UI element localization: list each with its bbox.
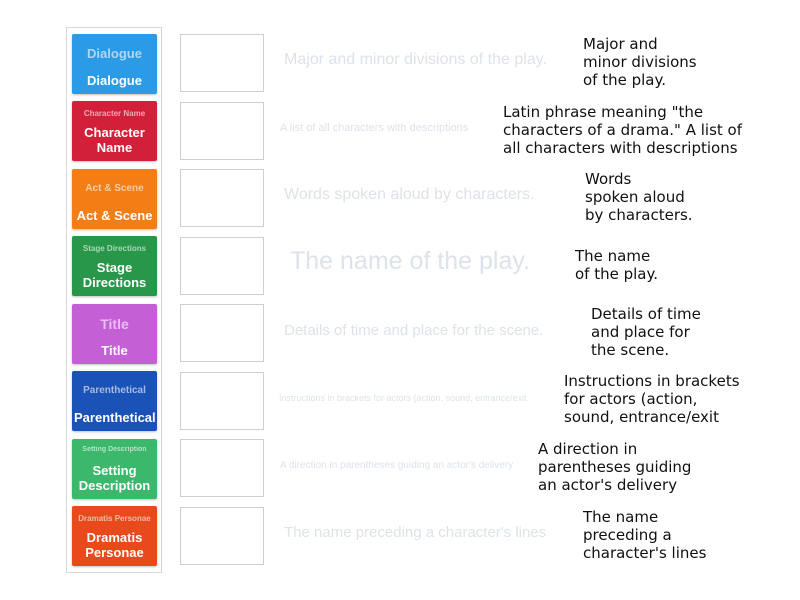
drop-slot-1[interactable] [180, 34, 264, 92]
definition-text: The name preceding a character's lines [583, 508, 707, 562]
tile-ghost-label: Stage Directions [82, 244, 147, 253]
tile-dialogue[interactable] [72, 34, 157, 94]
tile-setting-description[interactable] [72, 439, 157, 499]
tile-label: Act & Scene [76, 208, 153, 223]
tile-character-name[interactable] [72, 101, 157, 161]
tile-title[interactable] [72, 304, 157, 364]
tile-ghost-label: Dialogue [87, 46, 142, 61]
tile-label: Parenthetical [74, 410, 156, 425]
tile-ghost-label: Dramatis Personae [78, 514, 151, 523]
prompt-hint-text: A direction in parentheses guiding an actor's delivery [280, 460, 514, 471]
definition-text: Instructions in brackets for actors (action, sound, entrance/exit [564, 372, 740, 426]
drop-slot-5[interactable] [180, 304, 264, 362]
definition-text: Words spoken aloud by characters. [585, 170, 693, 224]
tile-act-scene[interactable] [72, 169, 157, 229]
tile-label: Dramatis Personae [85, 530, 144, 560]
tile-label: Title [101, 343, 128, 358]
drop-slot-7[interactable] [180, 439, 264, 497]
drop-slot-2[interactable] [180, 102, 264, 160]
drop-slot-6[interactable] [180, 372, 264, 430]
prompt-hint-text: The name of the play. [290, 247, 530, 275]
answer-tile-column [66, 27, 162, 573]
prompt-hint-text: Details of time and place for the scene. [284, 322, 544, 339]
tile-ghost-label: Parenthetical [83, 385, 146, 396]
definition-text: Latin phrase meaning "the characters of a drama." A list of all characters with descriptions [503, 103, 743, 157]
prompt-hint-text: Major and minor divisions of the play. [284, 51, 547, 68]
prompt-hint-text: The name preceding a character's lines [284, 524, 547, 541]
tile-label: Setting Description [78, 463, 151, 493]
tile-label: Character Name [84, 125, 145, 155]
tile-ghost-label: Act & Scene [85, 183, 144, 194]
prompt-hint-text: Words spoken aloud by characters. [284, 186, 535, 203]
definition-text: Major and minor divisions of the play. [583, 35, 697, 89]
definition-text: Details of time and place for the scene. [591, 305, 701, 359]
tile-ghost-label: Setting Description [82, 446, 147, 453]
tile-ghost-label: Title [100, 316, 129, 332]
definition-text: A direction in parentheses guiding an actor's delivery [538, 440, 692, 494]
tile-dramatis-personae[interactable] [72, 506, 157, 566]
tile-label: Stage Directions [82, 260, 147, 290]
drop-slot-8[interactable] [180, 507, 264, 565]
prompt-hint-text: A list of all characters with descriptions [280, 122, 469, 134]
drop-slot-4[interactable] [180, 237, 264, 295]
definition-text: The name of the play. [575, 247, 658, 283]
drop-slot-3[interactable] [180, 169, 264, 227]
tile-stage-directions[interactable] [72, 236, 157, 296]
tile-ghost-label: Character Name [83, 109, 146, 118]
prompt-hint-text: Instructions in brackets for actors (action, sound, entrance/exit [279, 393, 527, 403]
tile-label: Dialogue [87, 73, 142, 88]
tile-parenthetical[interactable] [72, 371, 157, 431]
